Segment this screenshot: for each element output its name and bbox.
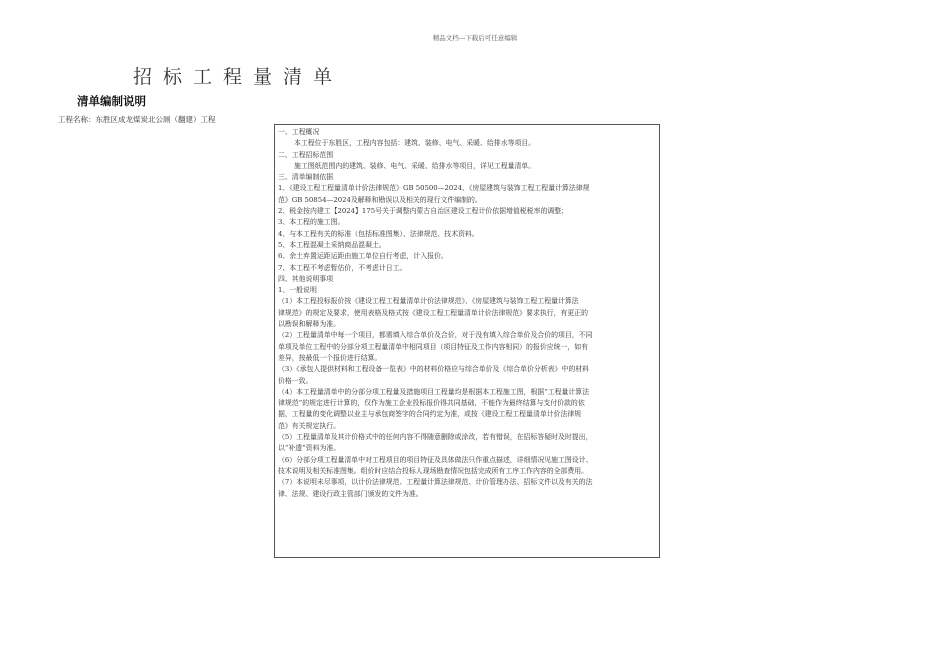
description-line: 技术说明及相关标准图集。组价时应结合投标人现场勘查情况包括完成所有工序工作内容的全部费用。 xyxy=(278,466,589,475)
header-note: 精品文档---下载后可任意编辑 xyxy=(432,34,518,42)
description-line: 四、其他说明事项 xyxy=(278,274,334,283)
description-line: 7、本工程不考虑暂估价，不考虑计日工。 xyxy=(278,263,407,272)
project-name: 工程名称：东胜区成龙煤炭北公厕（翻建）工程 xyxy=(58,115,216,124)
description-line: 律、法规、建设行政主管部门颁发的文件为准。 xyxy=(278,489,423,498)
description-line: 2、税金按内建工【2024】175号关于调整内蒙古自治区建设工程计价依据增值税税率的调整； xyxy=(278,207,569,216)
description-line: 据，工程量的变化调整以业主与承包商签字的合同约定为准，或按《建设工程工程量清单计价法律规 xyxy=(278,410,582,419)
description-line: 一、工程概况 xyxy=(278,128,320,136)
description-line: 1、《建设工程工程量清单计价法律规范》GB 50500—2024、《房屋建筑与装饰工程工程量计算法律规 xyxy=(278,184,590,193)
description-line: 二、工程招标范围 xyxy=(278,150,334,159)
section-title: 清单编制说明 xyxy=(77,94,146,108)
description-line: （3）《承包人提供材料和工程设备一览表》中的材料价格应与综合单价及《综合单价分析表》中的材料 xyxy=(278,365,590,374)
description-line: 3、本工程的施工图。 xyxy=(278,218,345,227)
description-line: 三、清单编制依据 xyxy=(278,173,334,182)
description-line: （7）本说明未尽事项，以计价法律规范、工程量计算法律规范、计价管理办法、招标文件以及有关的法 xyxy=(278,478,593,487)
description-line: 差异，按最低一个报价进行结算。 xyxy=(278,353,382,362)
description-line: 5、本工程混凝土采纳商品混凝土。 xyxy=(278,240,386,249)
description-line: 以“补遗”资料为准。 xyxy=(278,444,341,453)
description-line: （5）工程量清单及其计价格式中的任何内容不得随意删除或涂改，若有错误，在招标答疑时及时提出， xyxy=(278,433,593,442)
description-line: （2）工程量清单中每一个项目，都需填入综合单价及合价，对于没有填入综合单价及合价的项目，不同 xyxy=(278,331,593,340)
description-line: 范》有关规定执行。 xyxy=(278,421,341,430)
description-line: 以勘误和解释为准。 xyxy=(278,320,341,329)
description-line: 4、与本工程有关的标准（包括标准图集）、法律规范、技术资料。 xyxy=(278,229,479,238)
description-line: 律规范》的规定及要求，使用表格及格式按《建设工程工程量清单计价法律规范》要求执行，有更正的 xyxy=(278,308,589,317)
description-line: 1、一般说明 xyxy=(278,286,317,295)
description-box xyxy=(274,124,660,558)
description-line: 价格一致。 xyxy=(278,376,313,385)
description-line: 范》GB 50854—2024及解释和勘误以及相关的现行文件编制的。 xyxy=(278,195,482,204)
document-title: 招标工程量清单 xyxy=(133,66,344,88)
description-line: 本工程位于东胜区，工程内容包括：建筑、装修、电气、采暖、给排水等项目。 xyxy=(294,139,536,148)
description-line: （4）本工程量清单中的分部分项工程量及措施项目工程量均是根据本工程施工图，根据“工程量计算法 xyxy=(278,387,590,396)
description-line: （1）本工程投标报价按《建设工程工程量清单计价法律规范》、《房屋建筑与装饰工程工程量计算法 xyxy=(278,297,579,306)
description-line: 6、余土弃置运距运距由施工单位自行考虑，计入报价。 xyxy=(278,252,448,261)
description-line: 律规范”的规定进行计算的，仅作为施工企业投标报价得共同基础，不能作为最终结算与支付价款的依 xyxy=(278,399,585,408)
description-line: 单项及单位工程中的分部分项工程量清单中相同项目（项目特征及工作内容相同）的报价应统一，如有 xyxy=(278,342,589,351)
description-line: （6）分部分项工程量清单中对工程项目的项目特征及具体做法只作重点描述，详细情况见施工图设计、 xyxy=(278,455,593,464)
description-line: 施工图纸范围内的建筑、装修、电气、采暖、给排水等项目，详见工程量清单。 xyxy=(294,161,536,170)
